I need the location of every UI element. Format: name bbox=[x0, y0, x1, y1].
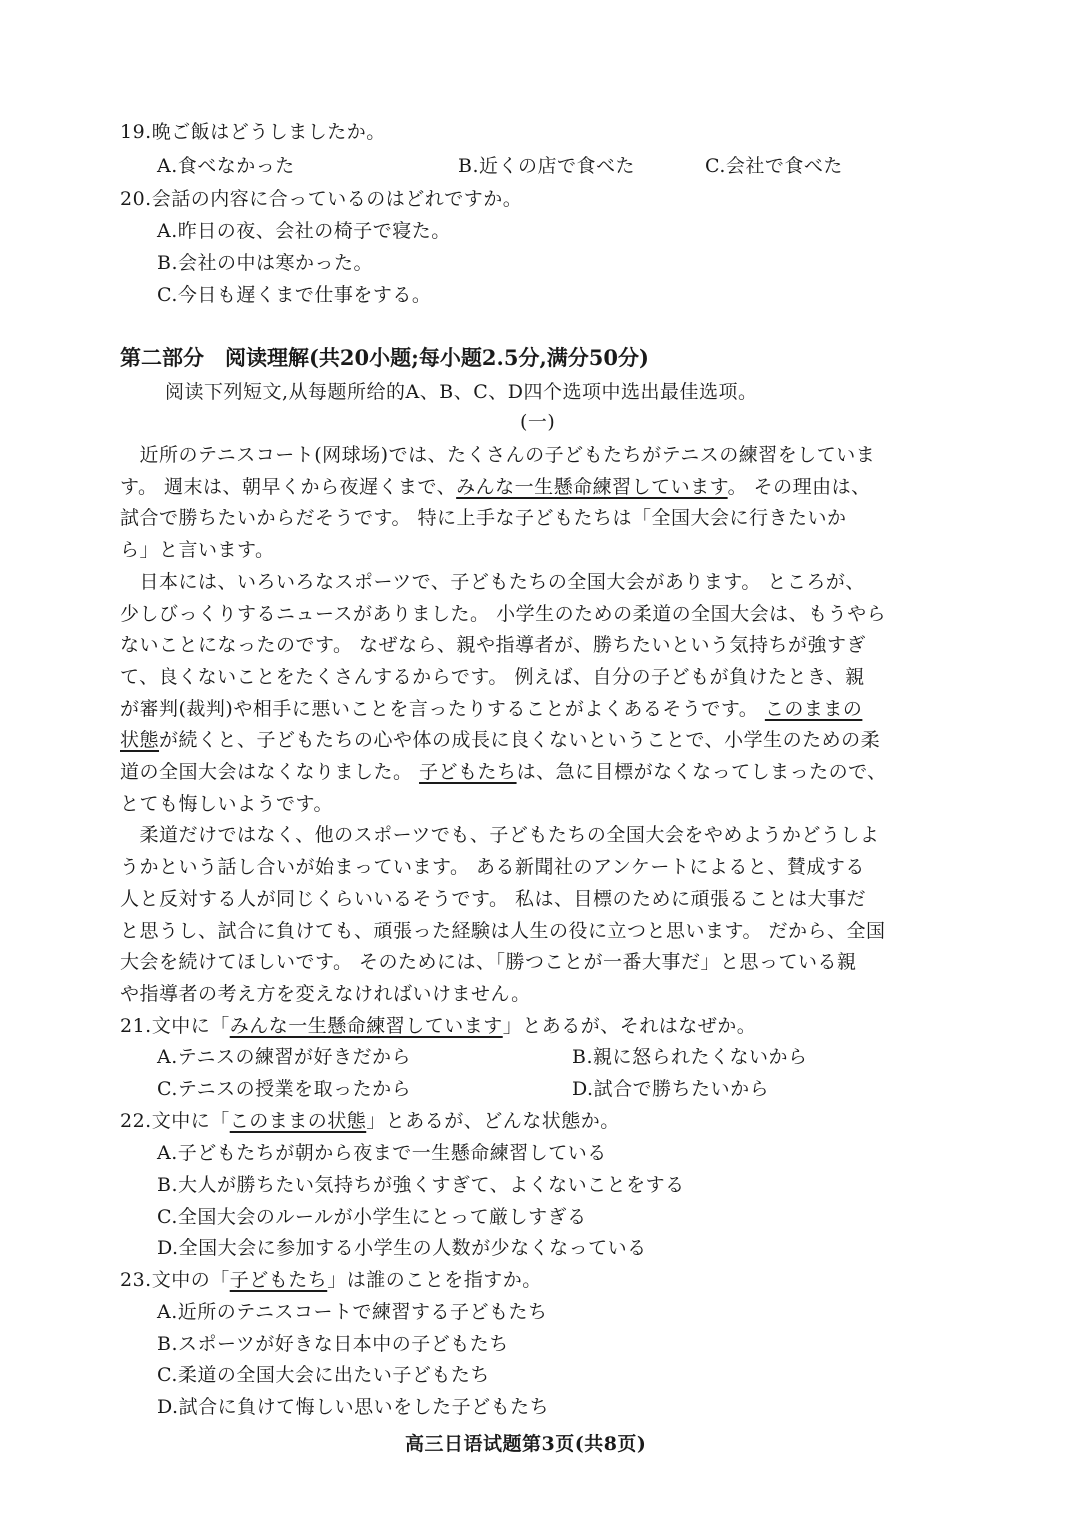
question-19-stem: 19.晩ご飯はどうしましたか。 bbox=[120, 121, 386, 143]
passage-number: (一) bbox=[520, 411, 556, 433]
question-19-option-a: A.食べなかった bbox=[157, 155, 295, 177]
question-21-stem-post: 」とあるが、それはなぜか。 bbox=[502, 1015, 757, 1037]
passage-text: て、良くないことをたくさんするからです。 例えば、自分の子どもが負けたとき、親 bbox=[120, 665, 865, 688]
passage-underlined-text: 状態 bbox=[120, 729, 160, 752]
page-footer: 高三日语试题第3页(共8页) bbox=[405, 1433, 647, 1455]
question-22-stem-post: 」とあるが、どんな状態か。 bbox=[366, 1110, 620, 1132]
passage-line bbox=[120, 728, 960, 752]
passage-line bbox=[120, 665, 960, 689]
question-22-option-d: D.全国大会に参加する小学生の人数が少なくなっている bbox=[157, 1237, 647, 1259]
passage-line bbox=[120, 443, 960, 467]
question-20-option-b: B.会社の中は寒かった。 bbox=[157, 252, 374, 274]
passage-text: 道の全国大会はなくなりました。 bbox=[120, 761, 420, 783]
question-21-underlined: みんな一生懸命練習しています bbox=[229, 1015, 503, 1037]
passage-text: ら」と言います。 bbox=[120, 539, 275, 562]
passage-line bbox=[120, 982, 960, 1006]
passage-text: が審判(裁判)や相手に悪いことを言ったりすることがよくあるそうです。 bbox=[120, 697, 765, 720]
passage-line bbox=[120, 919, 960, 943]
passage-text: 日本には、いろいろなスポーツで、子どもたちの全国大会があります。 ところが、 bbox=[120, 570, 865, 593]
passage-text: ないことになったのです。 なぜなら、親や指導者が、勝ちたいという気持ちが強すぎ bbox=[120, 634, 867, 657]
passage-line bbox=[120, 760, 960, 784]
question-20-option-c: C.今日も遅くまで仕事をする。 bbox=[157, 284, 432, 306]
question-21-stem bbox=[120, 1014, 756, 1038]
passage-line bbox=[120, 792, 960, 816]
question-21-stem-pre: 21.文中に「 bbox=[120, 1015, 230, 1037]
question-19-option-b: B.近くの店で食べた bbox=[458, 155, 636, 177]
passage-underlined-text: 子どもたち bbox=[419, 761, 517, 783]
section-instruction: 阅读下列短文,从每题所给的A、B、C、D四个选项中选出最佳选项。 bbox=[165, 381, 758, 403]
question-21-option-d: D.試合で勝ちたいから bbox=[572, 1078, 770, 1100]
passage-text: 近所のテニスコート(网球场)では、たくさんの子どもたちがテニスの練習をしていま bbox=[120, 444, 876, 466]
question-21-option-a: A.テニスの練習が好きだから bbox=[157, 1046, 412, 1068]
passage-text: 試合で勝ちたいからだそうです。 特に上手な子どもたちは「全国大会に行きたいか bbox=[120, 507, 847, 530]
passage-text: す。 週末は、朝早くから夜遅くまで、 bbox=[120, 475, 457, 498]
passage-text: 人と反対する人が同じくらいいるそうです。 私は、目標のために頑張ることは大事だ bbox=[120, 887, 867, 910]
passage-text: 大会を続けてほしいです。 そのためには、「勝つことが一番大事だ」と思っている親 bbox=[120, 951, 857, 974]
passage-text: 。 その理由は、 bbox=[727, 475, 871, 498]
question-22-option-b: B.大人が勝ちたい気持ちが強くすぎて、よくないことをする bbox=[157, 1174, 685, 1196]
passage-text: と思うし、試合に負けても、頑張った経験は人生の役に立つと思います。 だから、全国 bbox=[120, 919, 886, 942]
question-20-stem: 20.会話の内容に合っているのはどれですか。 bbox=[120, 188, 523, 210]
passage-line bbox=[120, 633, 960, 657]
question-23-stem-post: 」は誰のことを指すか。 bbox=[327, 1269, 542, 1291]
question-22-underlined: このままの状態 bbox=[229, 1110, 367, 1132]
question-22-stem bbox=[120, 1109, 620, 1133]
passage-text: うかという話し合いが始まっています。 ある新聞社のアンケートによると、賛成する bbox=[120, 856, 865, 879]
passage-text: 少しびっくりするニュースがありました。 小学生のための柔道の全国大会は、もうやら bbox=[120, 602, 887, 625]
passage-underlined-text: みんな一生懸命練習しています bbox=[456, 475, 728, 498]
passage-text: が続くと、子どもたちの心や体の成長に良くないということで、小学生のための柔 bbox=[159, 729, 881, 752]
passage-line bbox=[120, 570, 960, 594]
question-23-option-c: C.柔道の全国大会に出たい子どもたち bbox=[157, 1364, 490, 1386]
passage-line bbox=[120, 855, 960, 879]
passage-underlined-text: このままの bbox=[764, 697, 863, 720]
question-23-stem-pre: 23.文中の「 bbox=[120, 1269, 230, 1291]
passage-text: は、急に目標がなくなってしまったので、 bbox=[516, 761, 887, 783]
question-21-option-b: B.親に怒られたくないから bbox=[572, 1046, 808, 1068]
question-20-option-a: A.昨日の夜、会社の椅子で寝た。 bbox=[157, 220, 451, 242]
passage-line bbox=[120, 602, 960, 626]
question-19-option-c: C.会社で食べた bbox=[705, 155, 843, 177]
question-22-stem-pre: 22.文中に「 bbox=[120, 1110, 230, 1132]
passage-text: とても悔しいようです。 bbox=[120, 792, 333, 815]
passage-line bbox=[120, 823, 960, 847]
question-22-option-c: C.全国大会のルールが小学生にとって厳しすぎる bbox=[157, 1206, 587, 1228]
passage-line bbox=[120, 950, 960, 974]
passage-text: や指導者の考え方を変えなければいけません。 bbox=[120, 982, 531, 1005]
question-23-option-d: D.試合に負けて悔しい思いをした子どもたち bbox=[157, 1396, 550, 1418]
passage-text: 柔道だけではなく、他のスポーツでも、子どもたちの全国大会をやめようかどうしよ bbox=[120, 824, 880, 847]
question-21-option-c: C.テニスの授業を取ったから bbox=[157, 1078, 412, 1100]
passage-line bbox=[120, 887, 960, 911]
question-23-stem bbox=[120, 1268, 542, 1292]
section-title: 第二部分 阅读理解(共20小题;每小题2.5分,满分50分) bbox=[120, 345, 649, 370]
question-22-option-a: A.子どもたちが朝から夜まで一生懸命練習している bbox=[157, 1142, 607, 1164]
passage-line bbox=[120, 697, 960, 721]
passage-line bbox=[120, 506, 960, 530]
passage-line bbox=[120, 538, 960, 562]
passage-line bbox=[120, 475, 960, 499]
question-23-underlined: 子どもたち bbox=[229, 1269, 328, 1291]
question-23-option-b: B.スポーツが好きな日本中の子どもたち bbox=[157, 1333, 509, 1355]
question-23-option-a: A.近所のテニスコートで練習する子どもたち bbox=[157, 1301, 548, 1323]
